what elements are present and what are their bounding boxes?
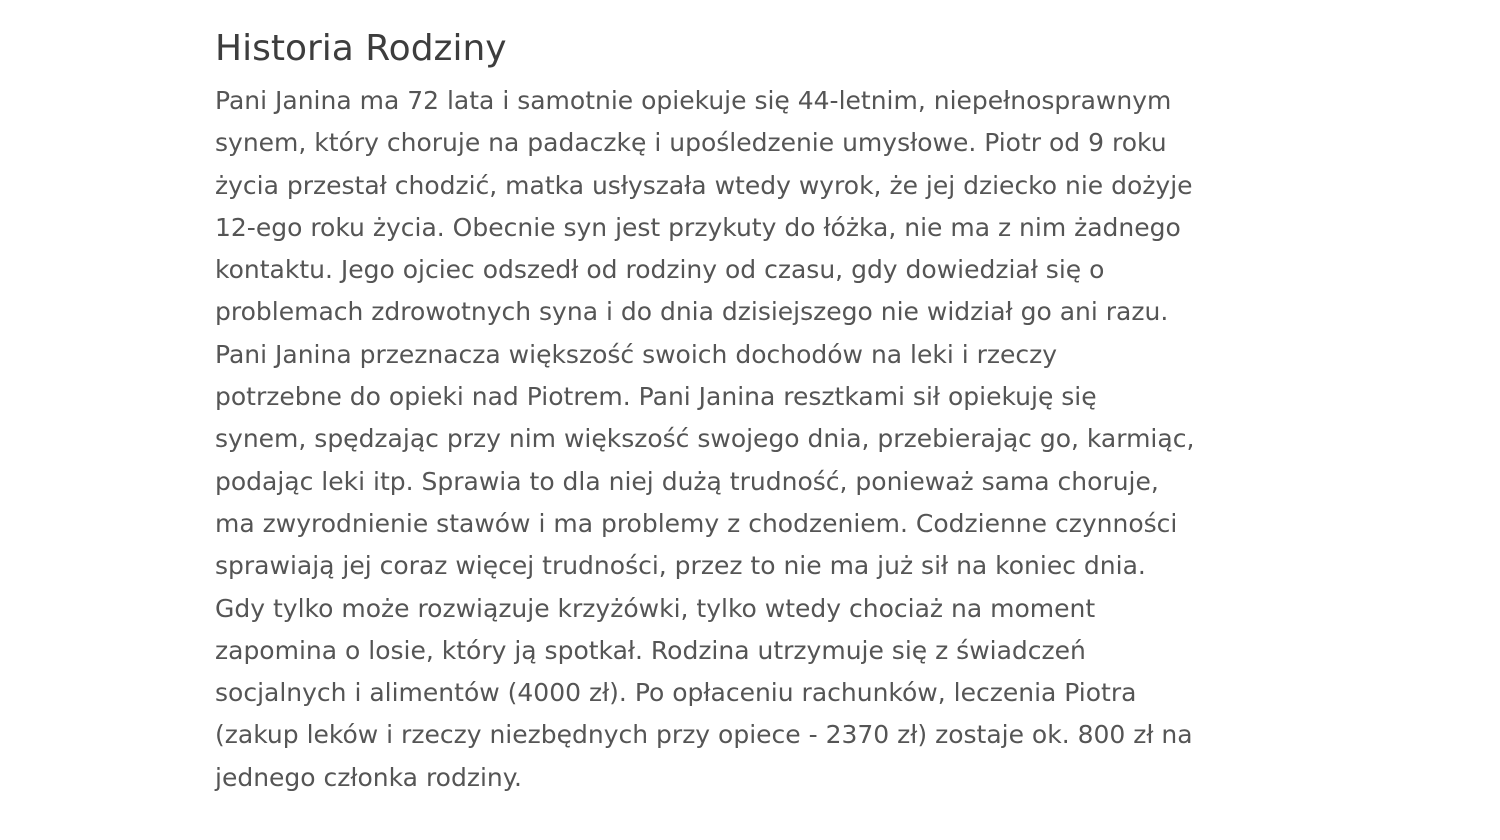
paragraph-line: kontaktu. Jego ojciec odszedł od rodziny od czasu, gdy dowiedział się o <box>215 255 1105 285</box>
paragraph-line: Gdy tylko może rozwiązuje krzyżówki, tylko wtedy chociaż na moment <box>215 593 1096 623</box>
paragraph-line: potrzebne do opieki nad Piotrem. Pani Janina resztkami sił opiekuję się <box>215 382 1097 412</box>
family-history-paragraph <box>215 80 1315 799</box>
paragraph-line: jednego członka rodziny. <box>215 762 522 792</box>
family-history-section <box>215 24 1315 799</box>
paragraph-line: życia przestał chodzić, matka usłyszała wtedy wyrok, że jej dziecko nie dożyje <box>215 170 1193 200</box>
paragraph-line: zapomina o losie, który ją spotkał. Rodzina utrzymuje się z świadczeń <box>215 635 1086 665</box>
paragraph-line: ma zwyrodnienie stawów i ma problemy z chodzeniem. Codzienne czynności <box>215 508 1178 538</box>
paragraph-line: socjalnych i alimentów (4000 zł). Po opłaceniu rachunków, leczenia Piotra <box>215 678 1137 708</box>
paragraph-line: problemach zdrowotnych syna i do dnia dzisiejszego nie widział go ani razu. <box>215 297 1169 327</box>
paragraph-line: podając leki itp. Sprawia to dla niej dużą trudność, ponieważ sama choruje, <box>215 466 1159 496</box>
paragraph-line: synem, który choruje na padaczkę i upośledzenie umysłowe. Piotr od 9 roku <box>215 128 1167 158</box>
paragraph-line: synem, spędzając przy nim większość swojego dnia, przebierając go, karmiąc, <box>215 424 1195 454</box>
paragraph-line: (zakup leków i rzeczy niezbędnych przy opiece - 2370 zł) zostaje ok. 800 zł na <box>215 720 1193 750</box>
section-title: Historia Rodziny <box>215 28 507 69</box>
paragraph-line: Pani Janina przeznacza większość swoich dochodów na leki i rzeczy <box>215 339 1058 369</box>
paragraph-line: sprawiają jej coraz więcej trudności, przez to nie ma już sił na koniec dnia. <box>215 551 1146 581</box>
paragraph-line: Pani Janina ma 72 lata i samotnie opiekuje się 44-letnim, niepełnosprawnym <box>215 86 1172 115</box>
paragraph-line: 12-ego roku życia. Obecnie syn jest przykuty do łóżka, nie ma z nim żadnego <box>215 212 1181 242</box>
